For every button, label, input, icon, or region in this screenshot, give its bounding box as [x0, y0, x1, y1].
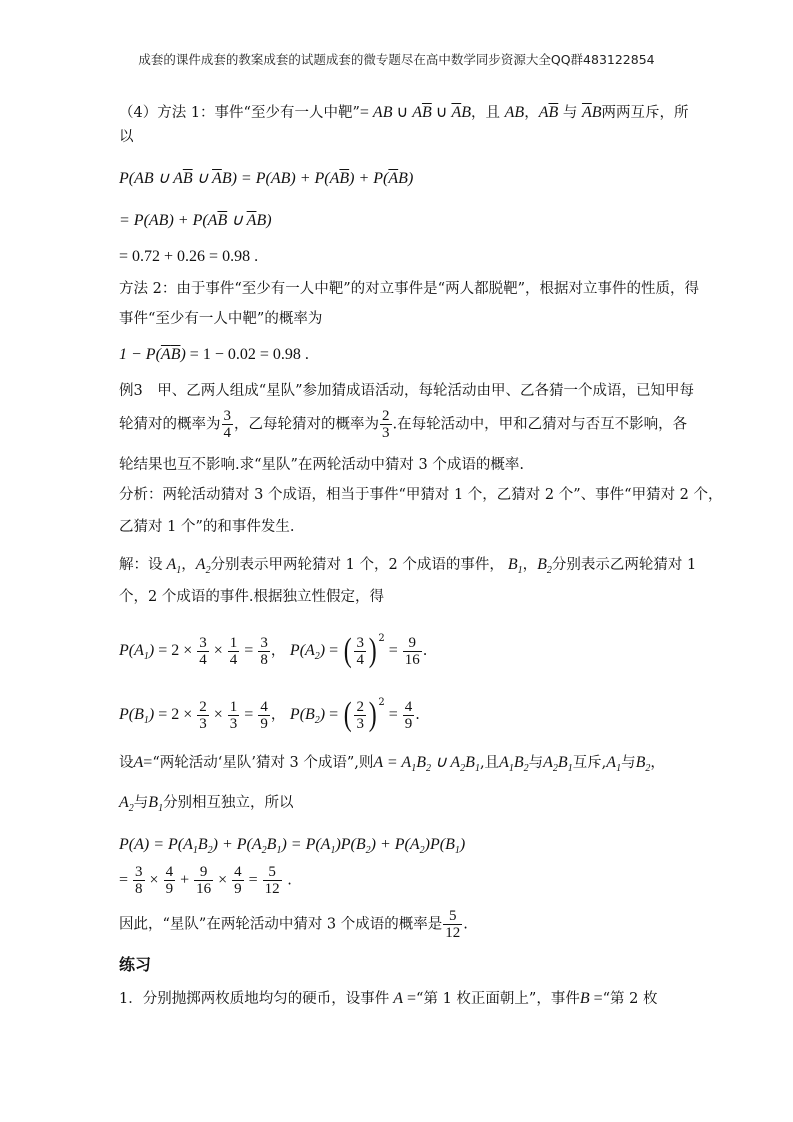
formula-line-3: = 0.72 + 0.26 = 0.98 . — [119, 248, 259, 265]
method2-line-2: 事件“至少有一人中靶”的概率为 — [119, 311, 323, 327]
method1-tail3: 两两互斥，所 — [601, 105, 689, 121]
analysis-line-2: 乙猜对 1 个”的和事件发生. — [119, 519, 295, 535]
conclusion-line: 因此，“星队”在两轮活动中猜对 3 个成语的概率是 $\frac{5}{12}$ . — [119, 908, 468, 941]
formula-line-1: P(AB ∪ $A\overline{B}$ ∪ $\overline{A}B) = P(AB) + P(A\overline{B}) + P(\overline{A}B)$ — [119, 170, 414, 187]
method1-tail2: 与 — [562, 105, 578, 121]
event-abbar: $A\overline{B}$ — [538, 104, 559, 121]
prob-total-calc: = $\frac{3}{8}$ × $\frac{4}{9}$ + $\frac{9}{16}$ × $\frac{4}{9}$ = $\frac{5}{12}$ . — [119, 864, 292, 897]
independence-line: $A_2$与$B_1$分别相互独立，所以 — [119, 794, 294, 815]
practice-title: 练习 — [119, 955, 152, 974]
set-a-line: 设A=“两轮活动‘星队’猜对 3 个成语”,则$A = A_1B_2$ ∪ $A_2B_1$,且$A_1B_2$与$A_2B_1$互斥$,A_1$与$B_2$， — [119, 754, 665, 775]
page-header: 成套的课件成套的教案成套的试题成套的微专题尽在高中数学同步资源大全QQ群483122854 — [138, 52, 655, 67]
prob-a-line: $P(A_1) = 2$ × $\frac{3}{4}$ × $\frac{1}{4}$ = $\frac{3}{8}$ ， $P(A_2)$ = ( $\frac{3}{4}$ ) $^2$ = $\frac{9}{16}$ . — [119, 632, 428, 669]
example3-line-2: 轮猜对的概率为 $\frac{3}{4}$ ，乙每轮猜对的概率为 $\frac{2}{3}$ .在每轮活动中，甲和乙猜对与否互不影响，各 — [119, 408, 688, 441]
method1-tail: ，且 — [471, 105, 501, 121]
event-ab: AB — [504, 104, 525, 121]
event-abar-b: $\overline{A}B$ — [581, 104, 602, 121]
method2-formula: $1 - P(\overline{A}\overline{B}) = 1 - 0.02 = 0.98$ . — [119, 346, 309, 363]
practice-question-1: 1．分别抛掷两枚质地均匀的硬币，设事件 A =“第 1 枚正面朝上”，事件B =“第 2 枚 — [119, 990, 658, 1007]
method1-line: （4）方法 1：事件“至少有一人中靶”= AB ∪ $A\overline{B}$ ∪ $\overline{A}B$，且 AB，$A\overline{B}$ 与 $\overline{A}B$两两互斥，所 — [119, 104, 689, 121]
prob-b-line: $P(B_1) = 2$ × $\frac{2}{3}$ × $\frac{1}{3}$ = $\frac{4}{9}$ ， $P(B_2)$ = ( $\frac{2}{3}$ ) $^2$ = $\frac{4}{9}$ . — [119, 696, 420, 733]
prob-total-line: $P(A) = P(A_1B_2) + P(A_2B_1) = P(A_1)P(B_2) + P(A_2)P(B_1)$ — [119, 836, 466, 857]
solution-line-2: 个，2 个成语的事件.根据独立性假定，得 — [119, 589, 384, 605]
fraction-three-quarters: $\frac{3}{4}$ — [223, 408, 231, 441]
example3-line-1: 例3 甲、乙两人组成“星队”参加猜成语活动，每轮活动由甲、乙各猜一个成语，已知甲每 — [119, 383, 695, 399]
solution-line-1: 解：设 $A_1$，$A_2$分别表示甲两轮猜对 1 个，2 个成语的事件， $B_1$，$B_2$分别表示乙两轮猜对 1 — [119, 556, 697, 577]
fraction-two-thirds: $\frac{2}{3}$ — [382, 408, 390, 441]
method1-label: （4）方法 1：事件“至少有一人中靶” — [119, 105, 360, 121]
example3-line-3: 轮结果也互不影响.求“星队”在两轮活动中猜对 3 个成语的概率. — [119, 457, 524, 473]
method1-so: 以 — [119, 129, 134, 145]
formula-line-2: = $P(AB) + P(A\overline{B}$ ∪ $\overline{A}B$) — [119, 212, 272, 229]
method2-line-1: 方法 2：由于事件“至少有一人中靶”的对立事件是“两人都脱靶”，根据对立事件的性质，得 — [119, 281, 699, 297]
analysis-line-1: 分析：两轮活动猜对 3 个成语，相当于事件“甲猜对 1 个，乙猜对 2 个”、事件“甲猜对 2 个， — [119, 487, 723, 503]
formula-union: = AB ∪ $A\overline{B}$ ∪ $\overline{A}B$ — [359, 104, 472, 121]
